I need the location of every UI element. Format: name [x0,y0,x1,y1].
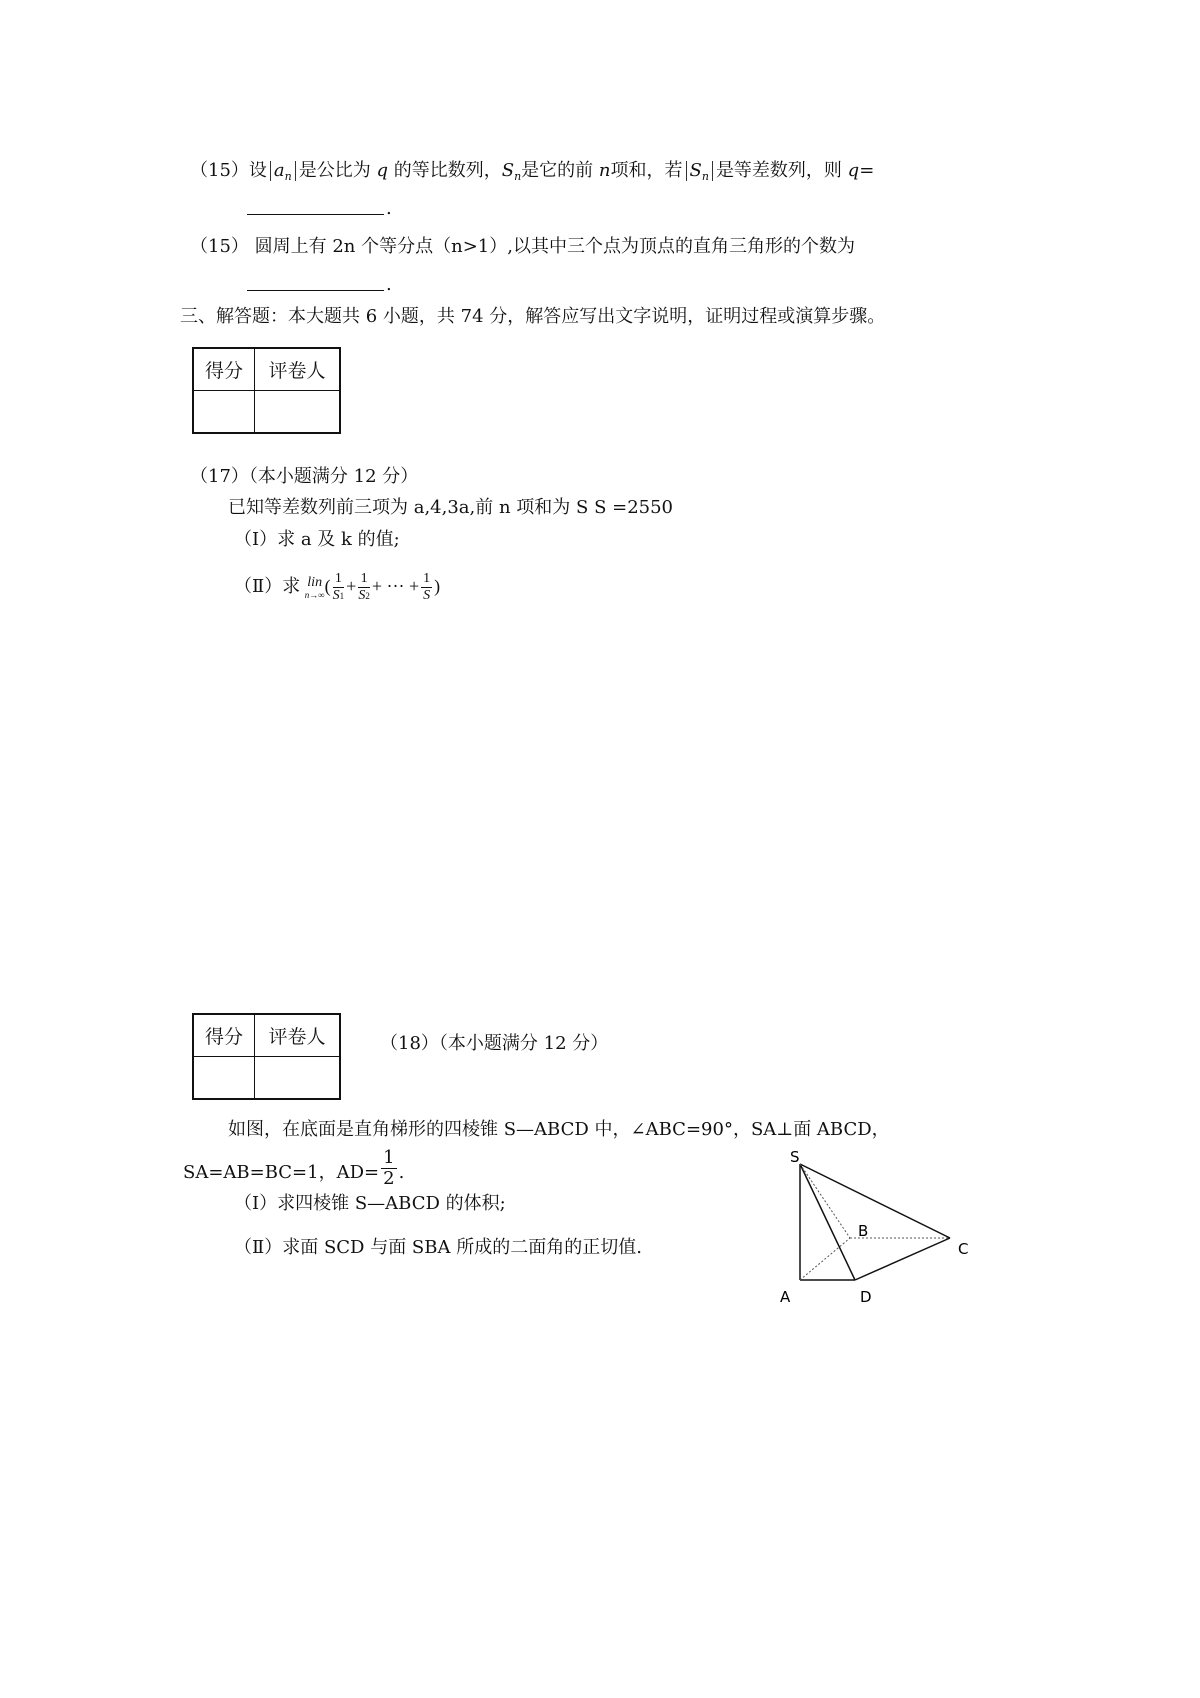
fraction-2: $\frac{1}{S2}$ [358,571,370,604]
q17-part1: （Ⅰ）求 a 及 k 的值; [234,529,400,550]
fraction-3: $\frac{1}{S}$ [423,571,431,604]
score-label: 得分 [193,348,255,391]
grader-cell[interactable] [255,391,341,434]
edge-SC [800,1164,950,1238]
pyramid-figure [770,1150,980,1310]
grader-cell[interactable] [255,1057,341,1100]
vertex-label-S: S [790,1150,800,1166]
question-15a: （15）设 $a_n$ 是公比为 q 的等比数列，$S_n$是它的前 n项和，若 $S_n$ 是等差数列，则 q= [190,160,875,183]
q17-line1: 已知等差数列前三项为 a,4,3a,前 n 项和为 S S =2550 [228,497,674,518]
fraction-1: $\frac{1}{S1}$ [332,571,345,604]
vertex-label-B: B [858,1222,869,1240]
q18-line2: SA=AB=BC=1，AD= $\frac{1}{2}$ . [183,1147,405,1189]
score-cell[interactable] [193,391,255,434]
edge-SD [800,1164,855,1280]
q17-header: （17）（本小题满分 12 分） [190,466,419,487]
q18-line1: 如图，在底面是直角梯形的四棱锥 S—ABCD 中，∠ABC=90°，SA⊥面 ABCD， [228,1119,890,1140]
q17-part2: （Ⅱ）求 lin n→∞ ( $\frac{1}{S1}$ + $\frac{1}{S2}$ + ··· + $\frac{1}{S}$ ) [234,571,441,604]
fraction-half: $\frac{1}{2}$ [383,1147,395,1189]
answer-blank-15a[interactable] [247,214,384,215]
score-cell[interactable] [193,1057,255,1100]
edge-SB [800,1164,850,1238]
section-3-heading: 三、解答题：本大题共 6 小题，共 74 分，解答应写出文字说明，证明过程或演算步骤。 [180,306,886,327]
q18-header: （18）（本小题满分 12 分） [380,1033,609,1054]
score-label: 得分 [193,1014,255,1057]
vertex-label-C: C [958,1240,969,1258]
answer-blank-15b[interactable] [247,290,384,291]
vertex-label-A: A [780,1288,791,1306]
edge-AB [800,1238,850,1280]
score-table-2 [192,1013,341,1100]
q15a-number: （15）设 [190,160,267,181]
grader-label: 评卷人 [255,1014,341,1057]
q18-part2: （Ⅱ）求面 SCD 与面 SBA 所成的二面角的正切值. [234,1237,642,1258]
vertex-label-D: D [860,1288,872,1306]
limit-expression: lin n→∞ [304,574,325,600]
q18-part1: （Ⅰ）求四棱锥 S—ABCD 的体积; [234,1193,506,1214]
grader-label: 评卷人 [255,348,341,391]
score-table-1 [192,347,341,434]
question-15b: （15） 圆周上有 2n 个等分点（n>1）,以其中三个点为顶点的直角三角形的个数为 [190,236,855,257]
edge-DC [855,1238,950,1280]
